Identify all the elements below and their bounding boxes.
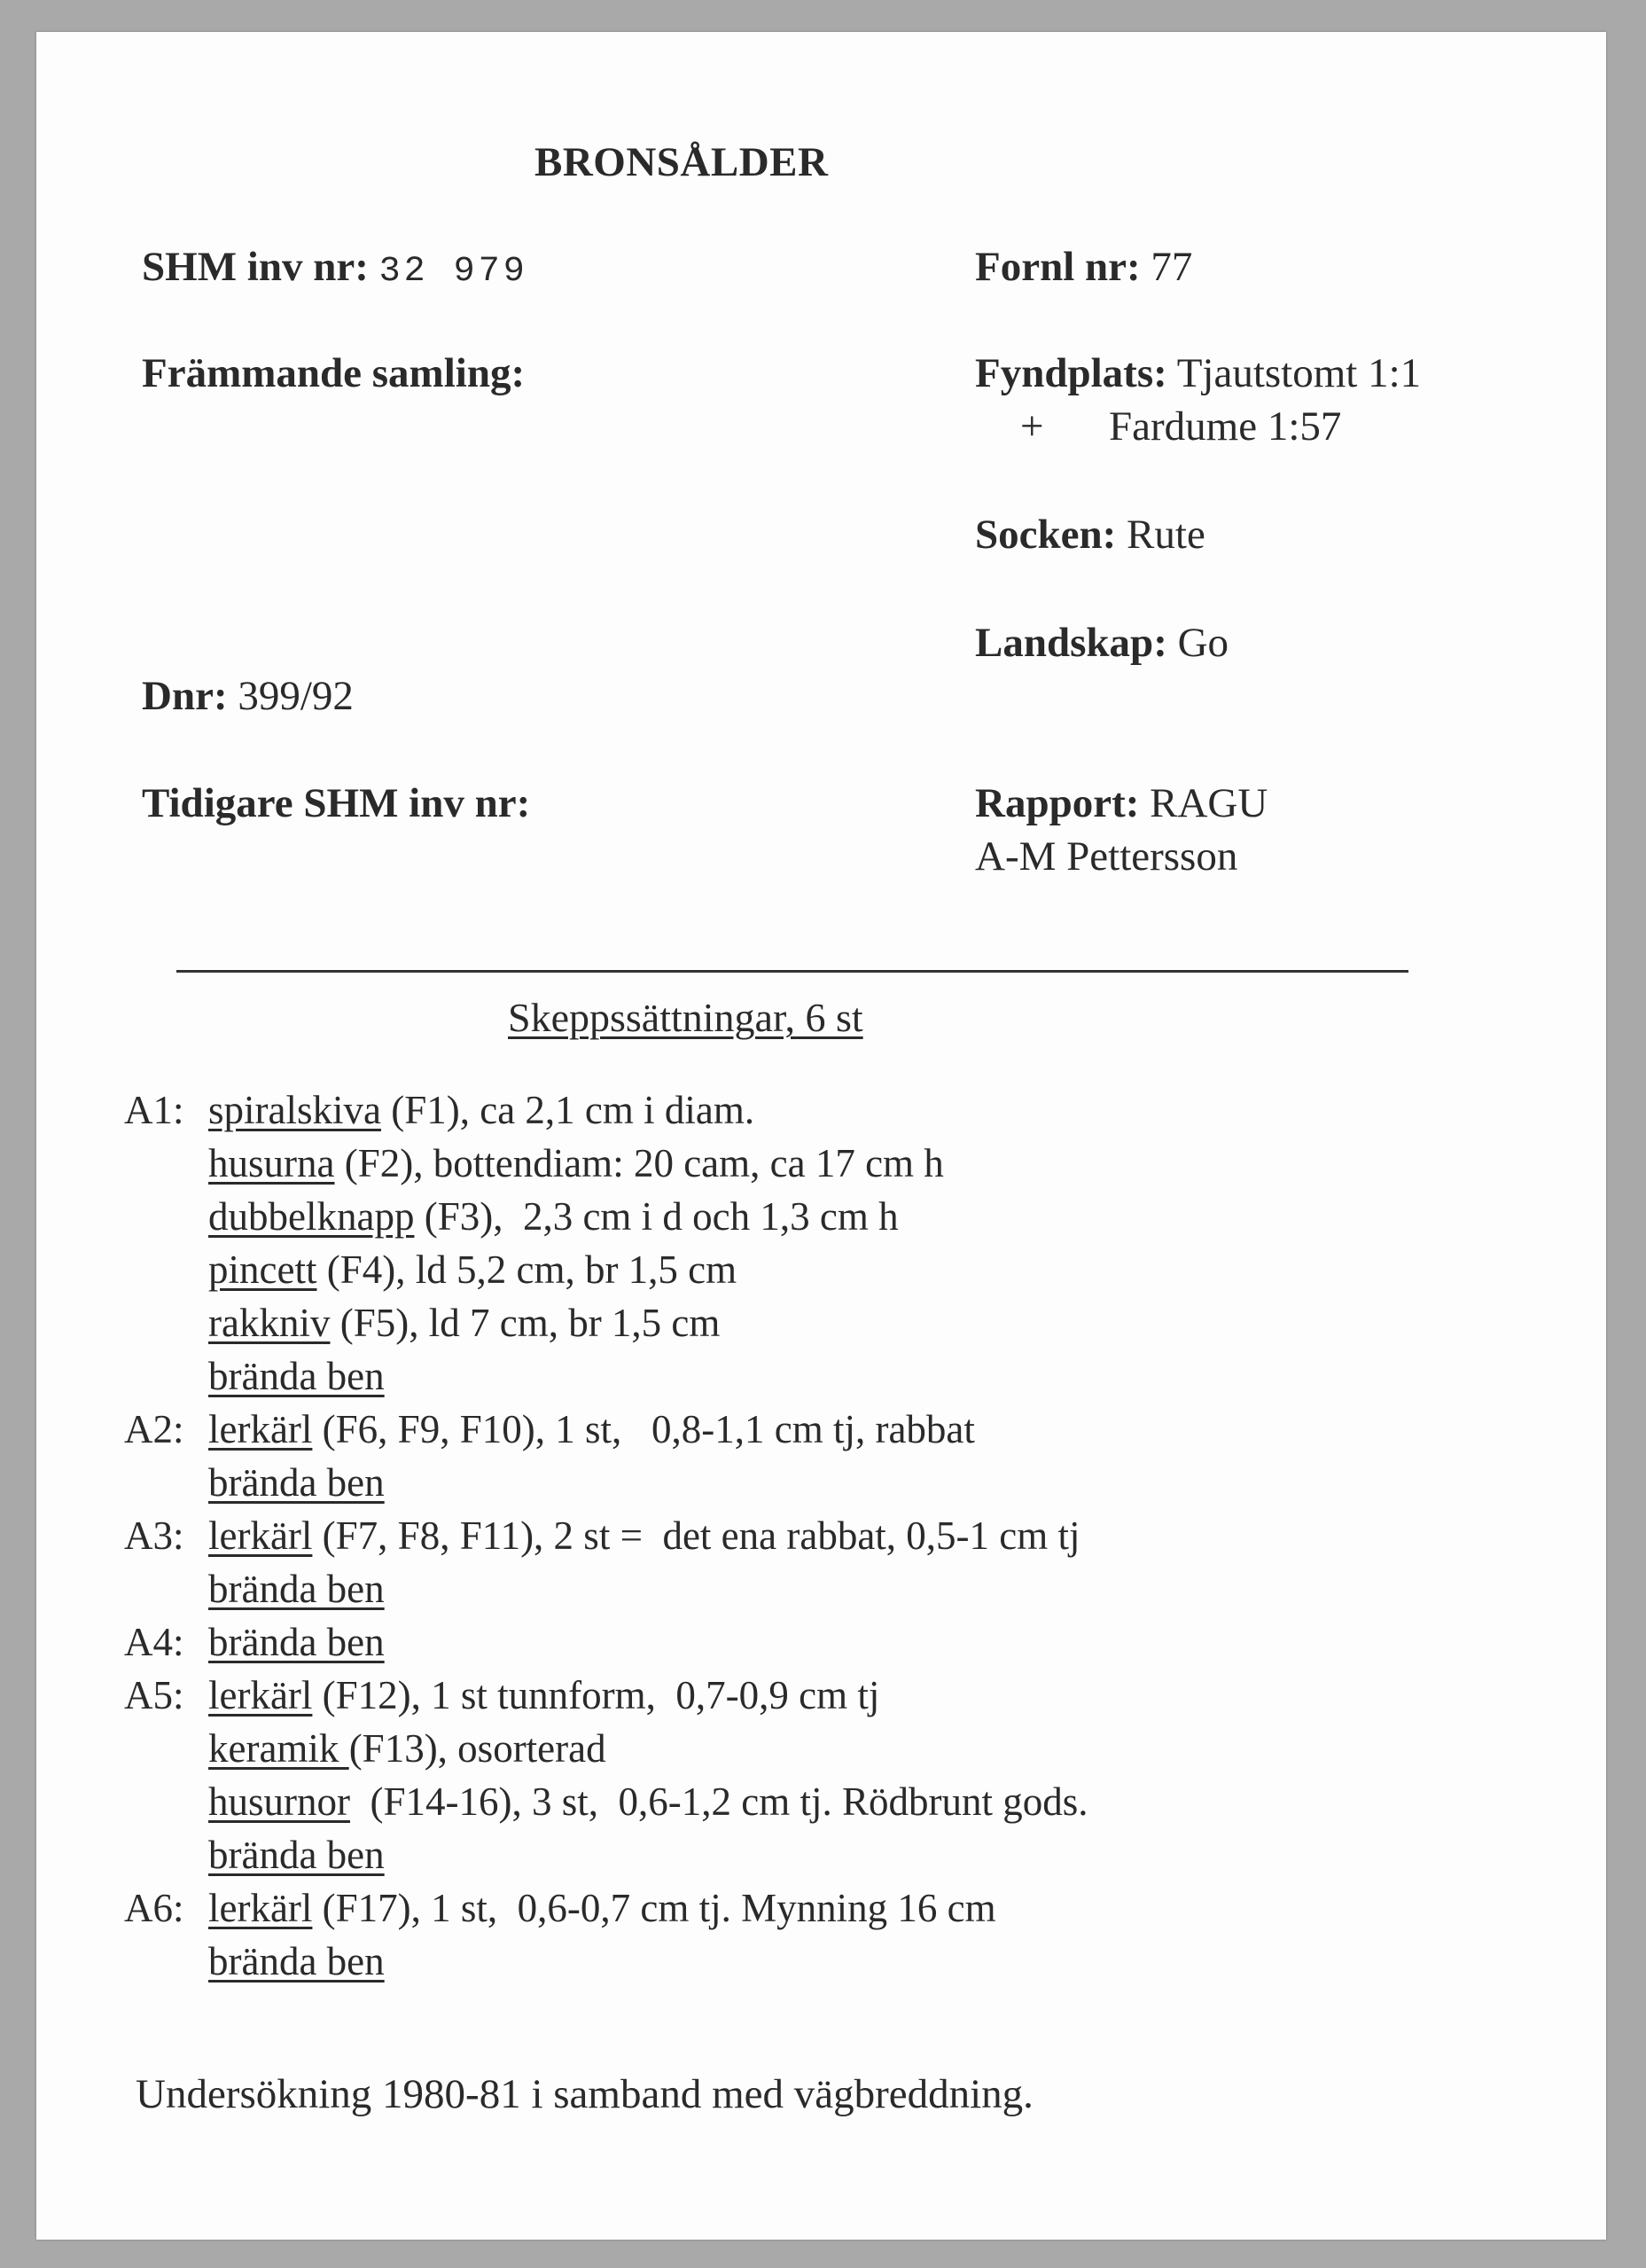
socken-value: Rute [1127, 512, 1205, 558]
finds-list [124, 1083, 1088, 1988]
field-landskap [975, 619, 1229, 667]
find-row [124, 1137, 1088, 1190]
find-row [124, 1243, 1088, 1296]
rapport-value: RAGU [1150, 780, 1268, 826]
find-row [124, 1775, 1088, 1828]
find-row [124, 1456, 1088, 1509]
horizontal-divider [176, 970, 1408, 973]
fornl-nr-value: 77 [1151, 244, 1193, 290]
footer-note: Undersökning 1980-81 i samband med vägbreddning. [136, 2071, 1034, 2117]
find-row [124, 1669, 1088, 1722]
find-tag: A5: [124, 1673, 184, 1717]
field-socken [975, 511, 1205, 559]
find-tag: A2: [124, 1407, 184, 1451]
shm-inv-nr-value: 32 979 [378, 252, 528, 292]
find-description: (F12), 1 st tunnform, 0,7-0,9 cm tj [312, 1673, 880, 1717]
find-description: (F17), 1 st, 0,6-0,7 cm tj. Mynning 16 cm [312, 1886, 996, 1930]
frammande-samling-label: Främmande samling: [142, 350, 526, 396]
find-term: dubbelknapp [208, 1194, 415, 1239]
dnr-value: 399/92 [238, 673, 354, 719]
find-term: keramik [208, 1726, 349, 1771]
find-term: husurnor [208, 1779, 350, 1824]
find-description: (F13), osorterad [348, 1726, 606, 1771]
field-frammande-samling [142, 349, 525, 397]
find-row [124, 1881, 1088, 1935]
find-description: (F6, F9, F10), 1 st, 0,8-1,1 cm tj, rabbat [312, 1407, 975, 1451]
find-term: pincett [208, 1247, 317, 1292]
find-term: brända ben [208, 1620, 385, 1664]
find-term: brända ben [208, 1833, 385, 1877]
catalog-card [36, 32, 1606, 2240]
section-heading: Skeppssättningar, 6 st [508, 995, 863, 1040]
find-row [124, 1403, 1088, 1456]
shm-inv-nr-label: SHM inv nr: [142, 244, 369, 290]
find-row [124, 1828, 1088, 1881]
find-description: (F4), ld 5,2 cm, br 1,5 cm [316, 1247, 737, 1292]
fornl-nr-label: Fornl nr: [975, 244, 1141, 290]
fyndplats-value: Tjautstomt 1:1 [1176, 350, 1422, 396]
find-term: brända ben [208, 1939, 385, 1983]
field-dnr [142, 672, 354, 720]
find-term: lerkärl [208, 1673, 313, 1717]
find-row [124, 1722, 1088, 1775]
tidigare-shm-inv-nr-label: Tidigare SHM inv nr: [142, 780, 531, 826]
field-shm-inv-nr [142, 243, 528, 292]
dnr-label: Dnr: [142, 673, 228, 719]
find-description: (F7, F8, F11), 2 st = det ena rabbat, 0,5-1 cm tj [312, 1513, 1080, 1558]
field-fyndplats-extra [1020, 403, 1341, 450]
find-tag: A3: [124, 1513, 184, 1558]
find-term: brända ben [208, 1354, 385, 1398]
fyndplats-label: Fyndplats: [975, 350, 1167, 396]
find-row [124, 1615, 1088, 1669]
find-term: rakkniv [208, 1301, 331, 1345]
socken-label: Socken: [975, 512, 1117, 558]
find-row [124, 1296, 1088, 1349]
fyndplats-extra-prefix: + [1020, 403, 1044, 450]
find-description: (F3), 2,3 cm i d och 1,3 cm h [414, 1194, 899, 1239]
find-term: husurna [208, 1141, 335, 1185]
find-row [124, 1935, 1088, 1988]
field-fornl-nr [975, 243, 1192, 291]
rapport-label: Rapport: [975, 780, 1140, 826]
landskap-value: Go [1177, 620, 1229, 666]
find-term: brända ben [208, 1567, 385, 1611]
find-row [124, 1190, 1088, 1243]
find-row [124, 1509, 1088, 1562]
rapport-author: A-M Pettersson [975, 833, 1238, 880]
find-term: lerkärl [208, 1513, 313, 1558]
find-term: lerkärl [208, 1886, 313, 1930]
field-rapport [975, 779, 1268, 827]
find-tag: A6: [124, 1886, 184, 1930]
fyndplats-extra-value: Fardume 1:57 [1109, 403, 1342, 450]
find-row [124, 1562, 1088, 1615]
find-description: (F14-16), 3 st, 0,6-1,2 cm tj. Rödbrunt gods. [349, 1779, 1088, 1824]
find-term: brända ben [208, 1460, 385, 1505]
find-row [124, 1349, 1088, 1403]
field-tidigare-shm-inv-nr [142, 779, 530, 827]
find-description: (F1), ca 2,1 cm i diam. [380, 1088, 755, 1132]
find-term: spiralskiva [208, 1088, 381, 1132]
find-row [124, 1083, 1088, 1137]
card-title: BRONSÅLDER [534, 139, 829, 185]
landskap-label: Landskap: [975, 620, 1167, 666]
find-tag: A1: [124, 1088, 184, 1132]
find-tag: A4: [124, 1620, 184, 1664]
find-description: (F5), ld 7 cm, br 1,5 cm [330, 1301, 721, 1345]
find-description: (F2), bottendiam: 20 cam, ca 17 cm h [334, 1141, 944, 1185]
find-term: lerkärl [208, 1407, 313, 1451]
field-fyndplats [975, 349, 1421, 397]
